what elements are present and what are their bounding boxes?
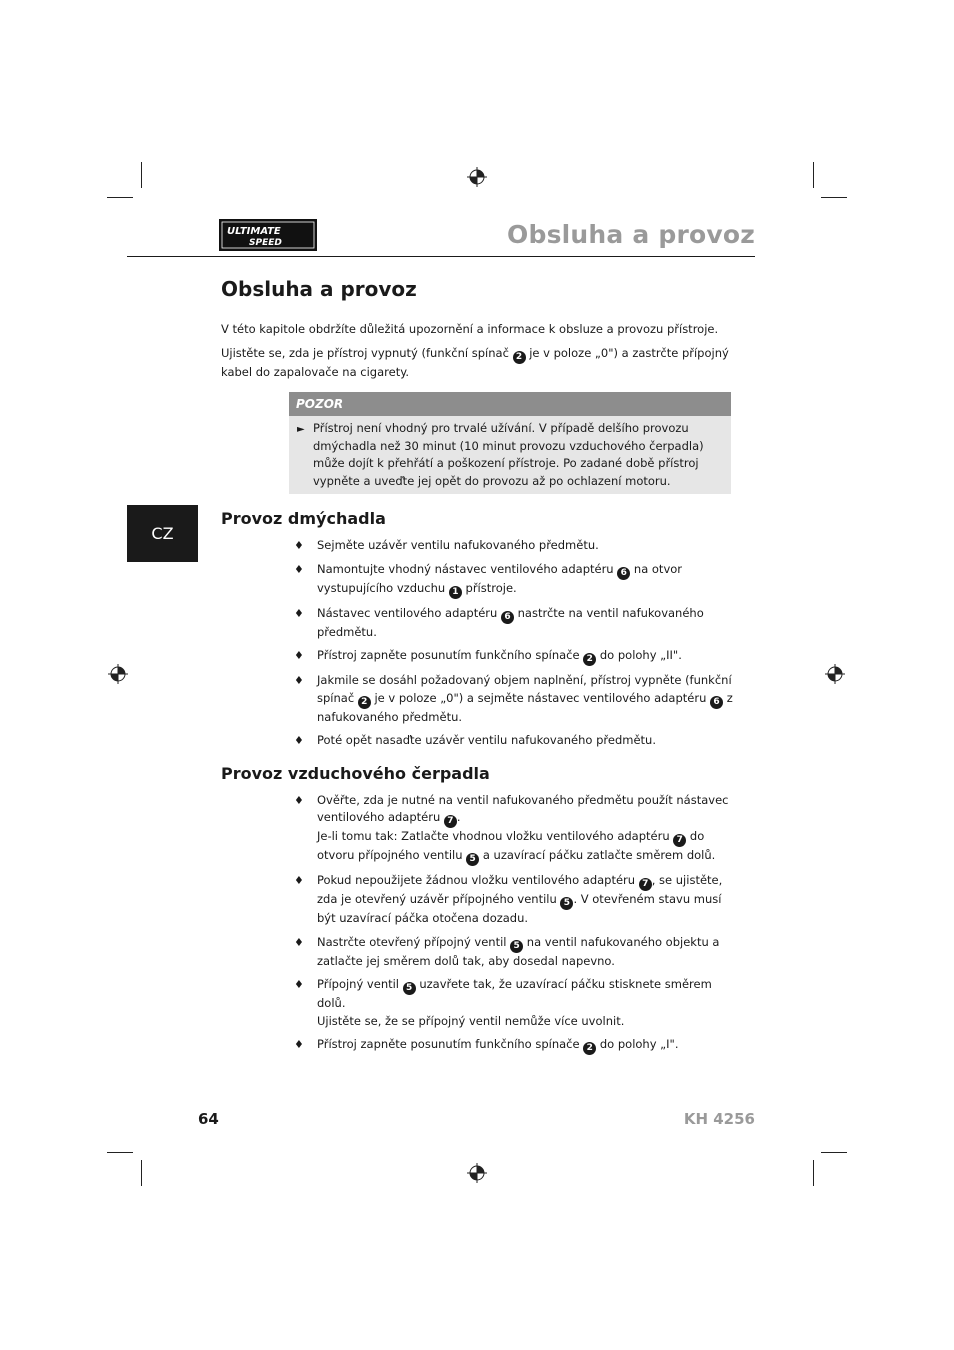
diamond-bullet-icon: ♦ [294, 674, 304, 687]
list-item: ♦ Jakmile se dosáhl požadovaný objem naplnění, přístroj vypněte (funkční spínač 2 je v poloze „0") a sejměte nástavec ventilového adaptéru 6 z nafukovaného předmětu. [294, 673, 733, 724]
diamond-bullet-icon: ♦ [294, 606, 304, 620]
pump-steps [221, 792, 734, 1056]
logo-line2: SPEED [249, 238, 282, 248]
section-title-pump: Provoz vzduchového čerpadla [221, 763, 490, 783]
page-number: 64 [198, 1110, 219, 1128]
list-item: ♦ Přístroj zapněte posunutím funkčního spínače 2 do polohy „I". [294, 1037, 679, 1053]
part-number: 5 [403, 982, 416, 995]
list-item: ♦ Nastrčte otevřený přípojný ventil 5 na ventil nafukovaného objektu a zatlačte jej směrem dolů tak, aby dosedal napevno. [294, 934, 720, 968]
part-number: 6 [501, 611, 514, 624]
crop-mark [813, 162, 814, 188]
intro-paragraph: Ujistěte se, zda je přístroj vypnutý (funkční spínač 2 je v poloze „0") a zastrčte přípojný kabel do zapalovače na cigarety. [221, 345, 729, 379]
part-number: 7 [444, 815, 457, 828]
list-item: ♦ Přístroj zapněte posunutím funkčního spínače 2 do polohy „II". [294, 648, 682, 664]
part-number: 2 [358, 696, 371, 709]
registration-mark-icon [467, 1163, 487, 1183]
warning-box [289, 392, 731, 494]
header-title: Obsluha a provoz [507, 220, 755, 249]
logo-line1: ULTIMATE [227, 226, 281, 237]
main-content [221, 277, 734, 1069]
registration-mark-icon [825, 664, 845, 684]
part-number: 5 [510, 940, 523, 953]
arrow-right-icon: ► [297, 424, 305, 435]
diamond-bullet-icon: ♦ [294, 874, 304, 887]
diamond-bullet-icon: ♦ [294, 978, 304, 991]
part-number: 1 [449, 586, 462, 599]
page-title: Obsluha a provoz [221, 277, 417, 301]
list-item: ♦ Namontujte vhodný nástavec ventilového adaptéru 6 na otvor vystupujícího vzduchu 1 přístroje. [294, 561, 683, 597]
list-item: ♦ Poté opět nasaďte uzávěr ventilu nafukovaného předmětu. [317, 732, 734, 750]
crop-mark [141, 1160, 142, 1186]
blower-steps [221, 537, 734, 750]
part-number: 7 [639, 878, 652, 891]
warning-body [289, 416, 731, 494]
diamond-bullet-icon: ♦ [294, 935, 304, 949]
list-item: ♦ Ověřte, zda je nutné na ventil nafukovaného předmětu použít nástavec ventilového adaptéru 7 . Je-li tomu tak: Zatlačte vhodnou vložku ventilového adaptéru 7 do otvoru přípojného ventilu 5 a uzavírací páčku zatlačte směrem dolů. [294, 792, 729, 864]
list-item: ♦ Nástavec ventilového adaptéru 6 nastrčte na ventil nafukovaného předmětu. [294, 605, 704, 639]
list-item: ♦ Pokud nepoužijete žádnou vložku ventilového adaptéru 7 , se ujistěte, zda je otevřený uzávěr přípojného ventilu 5 . V otevřeném stavu musí být uzavírací páčka otočena dozadu. [294, 873, 723, 925]
part-number: 7 [673, 834, 686, 847]
diamond-bullet-icon: ♦ [294, 562, 304, 576]
intro-paragraph: V této kapitole obdržíte důležitá upozornění a informace k obsluze a provozu přístroje. [221, 322, 719, 336]
crop-mark [821, 1152, 847, 1153]
diamond-bullet-icon: ♦ [294, 734, 304, 747]
crop-mark [813, 1160, 814, 1186]
crop-mark [107, 197, 133, 198]
list-item: ♦ Přípojný ventil 5 uzavřete tak, že uzavírací páčku stisknete směrem dolů. Ujistěte se, že se přípojný ventil nemůže více uvolnit. [294, 977, 712, 1028]
crop-mark [107, 1152, 133, 1153]
part-number: 5 [560, 897, 573, 910]
diamond-bullet-icon: ♦ [294, 1038, 304, 1051]
part-number: 6 [617, 567, 630, 580]
part-number: 5 [466, 853, 479, 866]
registration-mark-icon [467, 167, 487, 187]
diamond-bullet-icon: ♦ [294, 793, 304, 807]
registration-mark-icon [108, 664, 128, 684]
warning-title: POZOR [289, 392, 731, 416]
header-divider [127, 256, 755, 257]
part-number: 2 [583, 1042, 596, 1055]
crop-mark [821, 197, 847, 198]
part-number: 2 [513, 351, 526, 364]
part-number: 6 [710, 696, 723, 709]
diamond-bullet-icon: ♦ [294, 539, 304, 552]
crop-mark [141, 162, 142, 188]
ultimate-speed-logo [219, 219, 317, 251]
part-number: 2 [583, 653, 596, 666]
model-number: KH 4256 [683, 1110, 755, 1128]
language-tab: CZ [127, 505, 198, 562]
list-item: ♦ Sejměte uzávěr ventilu nafukovaného předmětu. [317, 537, 734, 555]
diamond-bullet-icon: ♦ [294, 649, 304, 662]
section-title-blower: Provoz dmýchadla [221, 509, 386, 528]
warning-text: Přístroj není vhodný pro trvalé užívání. V případě delšího provozu dmýchadla než 30 minut (10 minut provozu vzduchového čerpadla) může dojít k přehřátí a poškození přístroje. Po zadané době přístroj vypněte a uveďte jej opět do provozu až po ochlazení motoru. [313, 421, 704, 488]
